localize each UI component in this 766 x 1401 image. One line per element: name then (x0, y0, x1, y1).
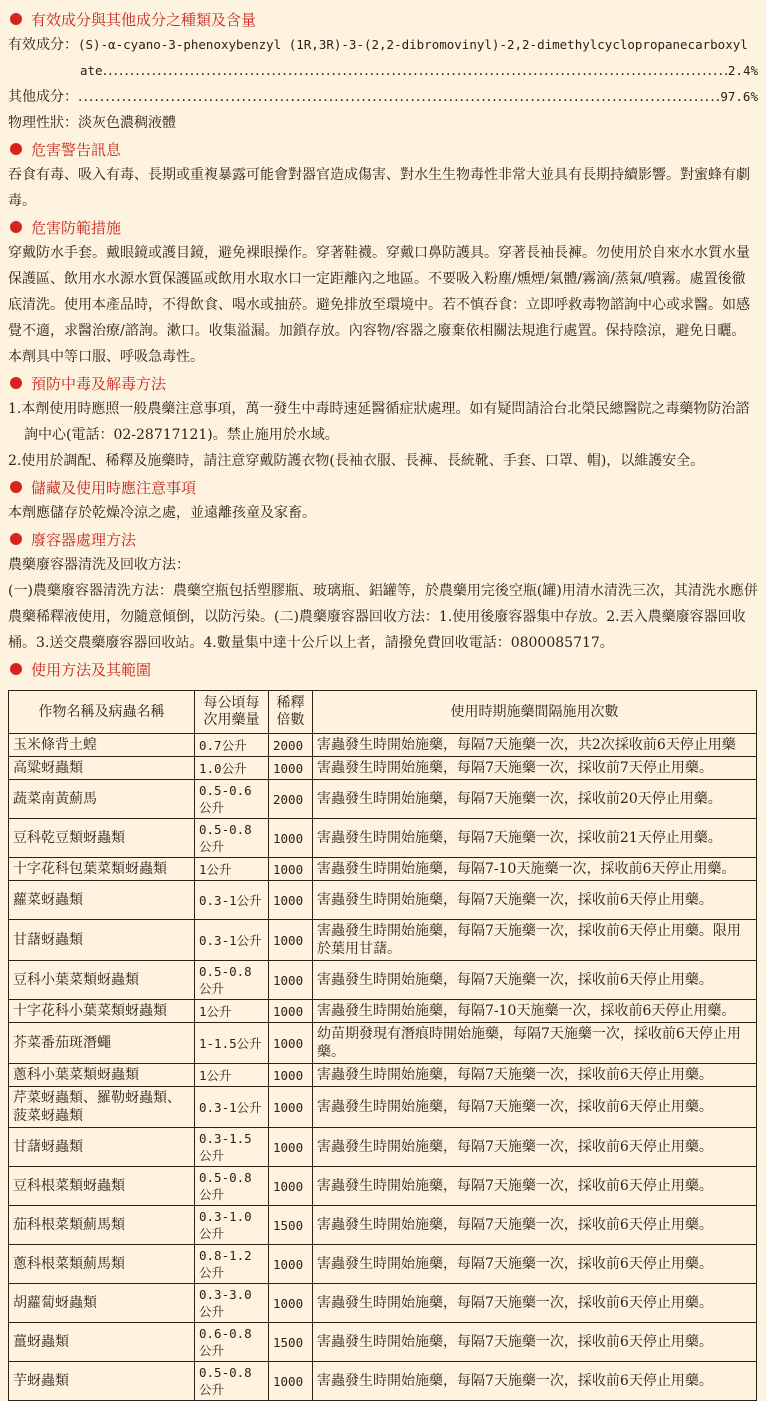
table-row (9, 1245, 757, 1284)
section-poison-prevention-header (8, 370, 758, 396)
usage-cell: 害蟲發生時開始施藥，每隔7天施藥一次，採收前6天停止用藥。 (313, 1245, 757, 1284)
section-hazard-prevention-header (8, 214, 758, 240)
table-row (9, 1128, 757, 1167)
table-row (9, 1000, 757, 1023)
dilution-cell: 1000 (269, 1000, 313, 1023)
table-row (9, 819, 757, 858)
section-title: 有效成分與其他成分之種類及含量 (31, 10, 257, 29)
dose-cell: 0.3-1公升 (195, 881, 269, 920)
dose-cell: 0.5-0.8公升 (195, 819, 269, 858)
dose-cell: 0.5-0.6公升 (195, 780, 269, 819)
other-ingredient-value: 97.6% (720, 89, 758, 104)
dose-cell: 0.6-0.8公升 (195, 1323, 269, 1362)
dilution-cell: 1500 (269, 1206, 313, 1245)
poison-prevention-item-1: 1.本劑使用時應照一般農藥注意事項，萬一發生中毒時速延醫循症狀處理。如有疑問請洽台北榮民總醫院之毒藥物防治諮詢中心(電話：02-28717121)。禁止施用於水域。 (8, 401, 750, 443)
table-row (9, 780, 757, 819)
usage-cell: 害蟲發生時開始施藥，每隔7天施藥一次，採收前21天停止用藥。 (313, 819, 757, 858)
active-label: 有效成分： (8, 37, 78, 53)
dose-cell: 1.0公升 (195, 757, 269, 780)
usage-cell: 害蟲發生時開始施藥，每隔7天施藥一次，採收前6天停止用藥。限用於葉用甘藷。 (313, 920, 757, 961)
dilution-cell: 1000 (269, 961, 313, 1000)
usage-cell: 害蟲發生時開始施藥，每隔7天施藥一次，採收前7天停止用藥。 (313, 757, 757, 780)
storage-text: 本劑應儲存於乾燥冷涼之處，並遠離孩童及家畜。 (8, 505, 316, 521)
section-title: 危害警告訊息 (31, 140, 122, 159)
usage-cell: 害蟲發生時開始施藥，每隔7天施藥一次，採收前6天停止用藥。 (313, 961, 757, 1000)
red-bullet-icon (10, 13, 22, 25)
crop-cell: 薑蚜蟲類 (9, 1323, 195, 1362)
dilution-cell: 1000 (269, 1023, 313, 1064)
other-label: 其他成分： (8, 89, 78, 105)
dilution-cell: 1000 (269, 920, 313, 961)
section-disposal-header (8, 526, 758, 552)
crop-cell: 蔥科小葉菜類蚜蟲類 (9, 1064, 195, 1087)
dose-cell: 0.3-1公升 (195, 1087, 269, 1128)
usage-cell: 害蟲發生時開始施藥，每隔7天施藥一次，採收前6天停止用藥。 (313, 1087, 757, 1128)
crop-cell: 蔬菜南黃薊馬 (9, 780, 195, 819)
usage-cell: 幼苗期發現有潛痕時開始施藥，每隔7天施藥一次，採收前6天停止用藥。 (313, 1023, 757, 1064)
dilution-cell: 1500 (269, 1323, 313, 1362)
table-row (9, 858, 757, 881)
crop-cell: 豆科根菜類蚜蟲類 (9, 1167, 195, 1206)
crop-cell: 甘藷蚜蟲類 (9, 1128, 195, 1167)
active-ingredient-name-cont: ate (80, 63, 103, 78)
section-hazard-warning-header (8, 136, 758, 162)
crop-cell: 豆科乾豆類蚜蟲類 (9, 819, 195, 858)
table-row (9, 734, 757, 757)
hazard-warning-text: 吞食有毒、吸入有毒、長期或重複暴露可能會對器官造成傷害、對水生生物毒性非常大並具有長期持續影響。對蜜蜂有劇毒。 (8, 167, 750, 209)
red-bullet-icon (10, 221, 22, 233)
section-title: 使用方法及其範圍 (31, 660, 152, 679)
dose-cell: 0.3-1.0公升 (195, 1206, 269, 1245)
section-title: 預防中毒及解毒方法 (31, 374, 167, 393)
table-row (9, 1362, 757, 1401)
table-row (9, 1323, 757, 1362)
dose-cell: 1公升 (195, 858, 269, 881)
usage-cell: 害蟲發生時開始施藥，每隔7天施藥一次，採收前6天停止用藥。 (313, 881, 757, 920)
table-row (9, 757, 757, 780)
table-row (9, 1284, 757, 1323)
active-ingredient-row (8, 32, 758, 58)
table-row (9, 881, 757, 920)
section-storage-header (8, 474, 758, 500)
table-row (9, 1206, 757, 1245)
crop-cell: 胡蘿蔔蚜蟲類 (9, 1284, 195, 1323)
disposal-text: (一)農藥廢容器清洗方法：農藥空瓶包括塑膠瓶、玻璃瓶、鋁罐等，於農藥用完後空瓶(罐)用清水清洗三次，其清洗水應併農藥稀釋液使用，勿隨意傾倒，以防污染。(二)農藥廢容器回收方法：1.使用後廢容器集中存放。2.丟入農藥廢容器回收桶。3.送交農藥廢容器回收站。4.數量集中達十公斤以上者，請撥免費回收電話：0800085717。 (8, 583, 758, 651)
usage-cell: 害蟲發生時開始施藥，每隔7天施藥一次，採收前6天停止用藥。 (313, 1362, 757, 1401)
red-bullet-icon (10, 481, 22, 493)
usage-cell: 害蟲發生時開始施藥，每隔7天施藥一次，採收前6天停止用藥。 (313, 1167, 757, 1206)
usage-cell: 害蟲發生時開始施藥，每隔7天施藥一次，採收前6天停止用藥。 (313, 1128, 757, 1167)
dose-cell: 0.3-1.5公升 (195, 1128, 269, 1167)
dose-cell: 1公升 (195, 1000, 269, 1023)
section-ingredients-header (8, 6, 758, 32)
dilution-cell: 1000 (269, 757, 313, 780)
section-title: 廢容器處理方法 (31, 530, 137, 549)
table-row (9, 1167, 757, 1206)
dilution-cell: 1000 (269, 1167, 313, 1206)
dilution-cell: 2000 (269, 780, 313, 819)
leader-dots (78, 84, 720, 110)
dilution-cell: 2000 (269, 734, 313, 757)
crop-cell: 甘藷蚜蟲類 (9, 920, 195, 961)
crop-cell: 茄科根菜類薊馬類 (9, 1206, 195, 1245)
table-row (9, 1064, 757, 1087)
usage-cell: 害蟲發生時開始施藥，每隔7-10天施藥一次，採收前6天停止用藥。 (313, 1000, 757, 1023)
dose-cell: 0.3-1公升 (195, 920, 269, 961)
usage-cell: 害蟲發生時開始施藥，每隔7天施藥一次，採收前6天停止用藥。 (313, 1206, 757, 1245)
dose-cell: 0.5-0.8公升 (195, 1362, 269, 1401)
dose-cell: 1公升 (195, 1064, 269, 1087)
crop-cell: 蔥科根菜類薊馬類 (9, 1245, 195, 1284)
table-row (9, 1087, 757, 1128)
dilution-cell: 1000 (269, 1128, 313, 1167)
dilution-cell: 1000 (269, 819, 313, 858)
crop-cell: 高粱蚜蟲類 (9, 757, 195, 780)
dose-cell: 0.5-0.8公升 (195, 961, 269, 1000)
red-bullet-icon (10, 143, 22, 155)
section-title: 儲藏及使用時應注意事項 (31, 478, 197, 497)
physical-value: 淡灰色濃稠液體 (78, 115, 176, 131)
other-ingredient-row (8, 84, 758, 110)
red-bullet-icon (10, 663, 22, 675)
crop-cell: 十字花科包葉菜類蚜蟲類 (9, 858, 195, 881)
dose-cell: 1-1.5公升 (195, 1023, 269, 1064)
usage-table-body (9, 734, 757, 1401)
leader-dots (103, 58, 728, 84)
physical-label: 物理性狀： (8, 115, 78, 131)
crop-cell: 玉米條背土蝗 (9, 734, 195, 757)
usage-cell: 害蟲發生時開始施藥，每隔7天施藥一次，採收前6天停止用藥。 (313, 1064, 757, 1087)
poison-prevention-item-2: 2.使用於調配、稀釋及施藥時，請注意穿戴防護衣物(長袖衣服、長褲、長統靴、手套、口罩、帽)，以維護安全。 (8, 453, 705, 469)
active-ingredient-cont-row (8, 58, 758, 84)
active-ingredient-name: (S)-α-cyano-3-phenoxybenzyl (1R,3R)-3-(2,2-dibromovinyl)-2,2-dimethylcyclopropanecarboxyl (78, 37, 748, 52)
dilution-cell: 1000 (269, 881, 313, 920)
header-dilution: 稀釋倍數 (269, 691, 313, 734)
crop-cell: 芹菜蚜蟲類、羅勒蚜蟲類、菠菜蚜蟲類 (9, 1087, 195, 1128)
table-row (9, 1023, 757, 1064)
dose-cell: 0.8-1.2公升 (195, 1245, 269, 1284)
table-row (9, 961, 757, 1000)
section-title: 危害防範措施 (31, 218, 122, 237)
usage-cell: 害蟲發生時開始施藥，每隔7-10天施藥一次，採收前6天停止用藥。 (313, 858, 757, 881)
crop-cell: 豆科小葉菜類蚜蟲類 (9, 961, 195, 1000)
section-usage-header (8, 656, 758, 682)
usage-table-header-row (9, 691, 757, 734)
usage-table (8, 690, 757, 1401)
dilution-cell: 1000 (269, 1284, 313, 1323)
red-bullet-icon (10, 377, 22, 389)
header-crop: 作物名稱及病蟲名稱 (9, 691, 195, 734)
red-bullet-icon (10, 533, 22, 545)
crop-cell: 蘿菜蚜蟲類 (9, 881, 195, 920)
dilution-cell: 1000 (269, 1362, 313, 1401)
crop-cell: 芋蚜蟲類 (9, 1362, 195, 1401)
usage-cell: 害蟲發生時開始施藥，每隔7天施藥一次，採收前20天停止用藥。 (313, 780, 757, 819)
dose-cell: 0.3-3.0公升 (195, 1284, 269, 1323)
table-row (9, 920, 757, 961)
dilution-cell: 1000 (269, 1064, 313, 1087)
dilution-cell: 1000 (269, 1087, 313, 1128)
dose-cell: 0.5-0.8公升 (195, 1167, 269, 1206)
usage-cell: 害蟲發生時開始施藥，每隔7天施藥一次，採收前6天停止用藥。 (313, 1323, 757, 1362)
hazard-prevention-text: 穿戴防水手套。戴眼鏡或護目鏡，避免裸眼操作。穿著鞋襪。穿戴口鼻防護具。穿著長袖長褲。勿使用於自來水水質水量保護區、飲用水水源水質保護區或飲用水取水口一定距離內之地區。不要吸入粉塵/燻煙/氣體/霧滴/蒸氣/噴霧。處置後徹底清洗。使用本產品時，不得飲食、喝水或抽菸。避免排放至環境中。若不慎吞食：立即呼救毒物諮詢中心或求醫。如感覺不適，求醫治療/諮詢。漱口。收集溢漏。加鎖存放。內容物/容器之廢棄依相關法規進行處置。保持陰涼，避免日曬。本劑具中等口服、呼吸急毒性。 (8, 245, 750, 365)
disposal-intro: 農藥廢容器清洗及回收方法： (8, 557, 190, 573)
usage-cell: 害蟲發生時開始施藥，每隔7天施藥一次，共2次採收前6天停止用藥 (313, 734, 757, 757)
header-dose: 每公頃每次用藥量 (195, 691, 269, 734)
active-ingredient-value: 2.4% (727, 63, 758, 78)
dilution-cell: 1000 (269, 858, 313, 881)
usage-cell: 害蟲發生時開始施藥，每隔7天施藥一次，採收前6天停止用藥。 (313, 1284, 757, 1323)
crop-cell: 十字花科小葉菜類蚜蟲類 (9, 1000, 195, 1023)
crop-cell: 芥菜番茄斑潛蠅 (9, 1023, 195, 1064)
header-usage: 使用時期施藥間隔施用次數 (313, 691, 757, 734)
physical-state-row (8, 110, 758, 136)
dose-cell: 0.7公升 (195, 734, 269, 757)
dilution-cell: 1000 (269, 1245, 313, 1284)
